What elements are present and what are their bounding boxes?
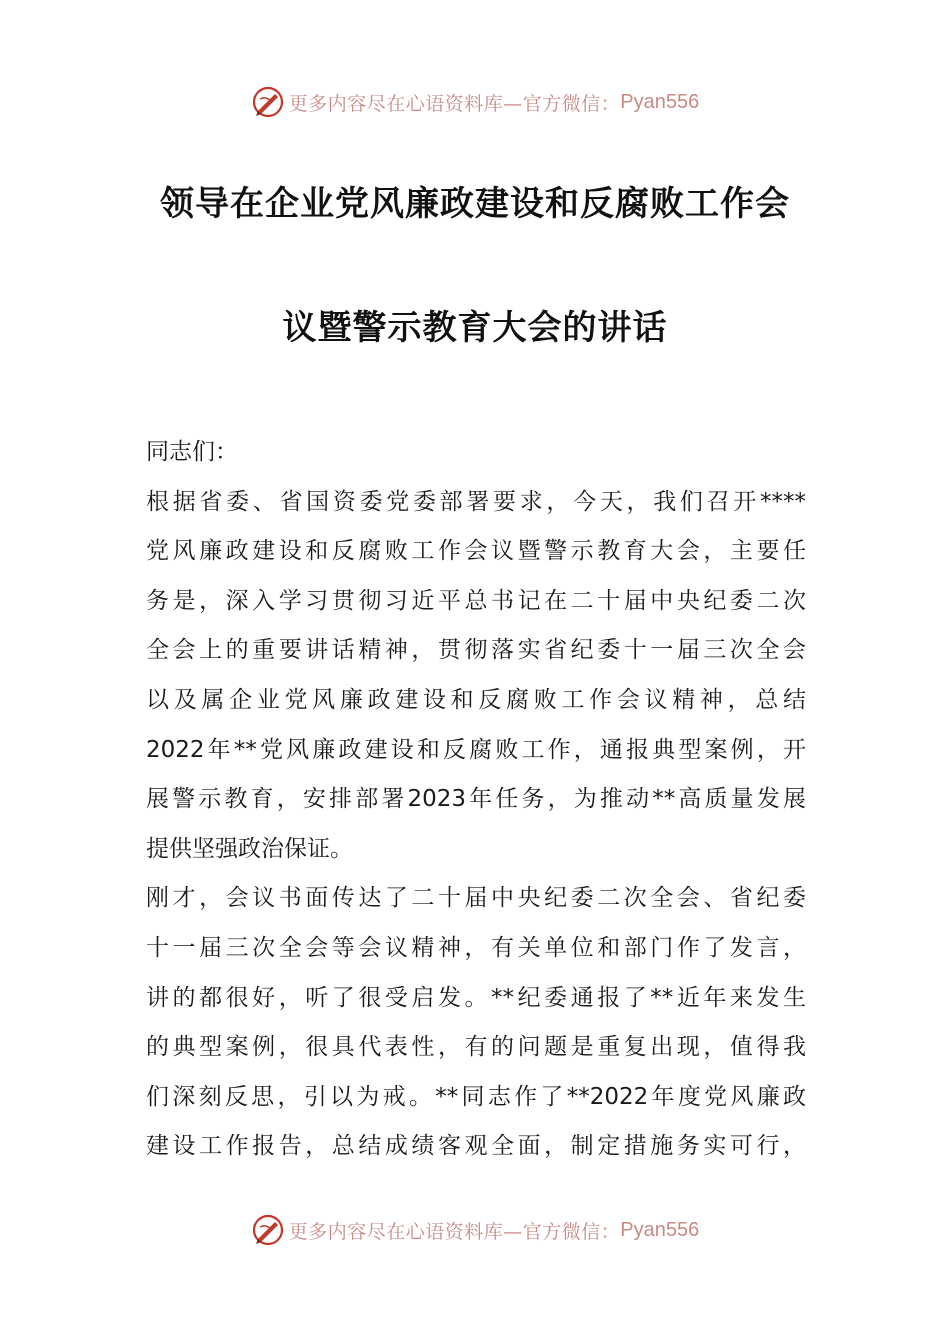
document-title-line-2: 议暨警示教育大会的讲话 <box>282 308 668 348</box>
body-line: 十一届三次全会等会议精神，有关单位和部门作了发言， <box>146 934 806 961</box>
body-line: 的典型案例，很具代表性，有的问题是重复出现，值得我 <box>146 1034 806 1061</box>
body-line: 刚才，会议书面传达了二十届中央纪委二次全会、省纪委 <box>146 885 806 912</box>
watermark-text: 更多内容尽在心语资料库—官方微信： <box>288 1220 621 1243</box>
footer-watermark <box>0 1210 950 1250</box>
watermark-wechat-id: Pyan556 <box>620 1218 700 1241</box>
watermark-wechat-id: Pyan556 <box>620 90 700 113</box>
body-line: 们深刻反思，引以为戒。**同志作了**2022年度党风廉政 <box>146 1083 806 1110</box>
body-line: 根据省委、省国资委党委部署要求，今天，我们召开**** <box>146 488 806 515</box>
pen-logo-icon <box>251 1213 285 1247</box>
body-line: 党风廉政建设和反腐败工作会议暨警示教育大会，主要任 <box>146 538 806 565</box>
document-body <box>146 428 806 1172</box>
body-line: 建设工作报告，总结成绩客观全面，制定措施务实可行， <box>146 1133 806 1160</box>
body-line: 提供坚强政治保证。 <box>146 835 353 862</box>
body-line: 以及属企业党风廉政建设和反腐败工作会议精神，总结 <box>146 686 806 713</box>
header-watermark <box>0 82 950 122</box>
document-title-line-1: 领导在企业党风廉政建设和反腐败工作会 <box>160 184 790 224</box>
watermark-text: 更多内容尽在心语资料库—官方微信： <box>288 92 621 115</box>
body-line: 全会上的重要讲话精神，贯彻落实省纪委十一届三次全会 <box>146 637 806 664</box>
body-line: 务是，深入学习贯彻习近平总书记在二十届中央纪委二次 <box>146 587 806 614</box>
pen-logo-icon <box>251 85 285 119</box>
body-line: 展警示教育，安排部署2023年任务，为推动**高质量发展 <box>146 786 806 813</box>
body-line: 讲的都很好，听了很受启发。**纪委通报了**近年来发生 <box>146 984 806 1011</box>
salutation: 同志们： <box>146 439 238 465</box>
body-line: 2022年**党风廉政建设和反腐败工作，通报典型案例，开 <box>146 736 806 763</box>
